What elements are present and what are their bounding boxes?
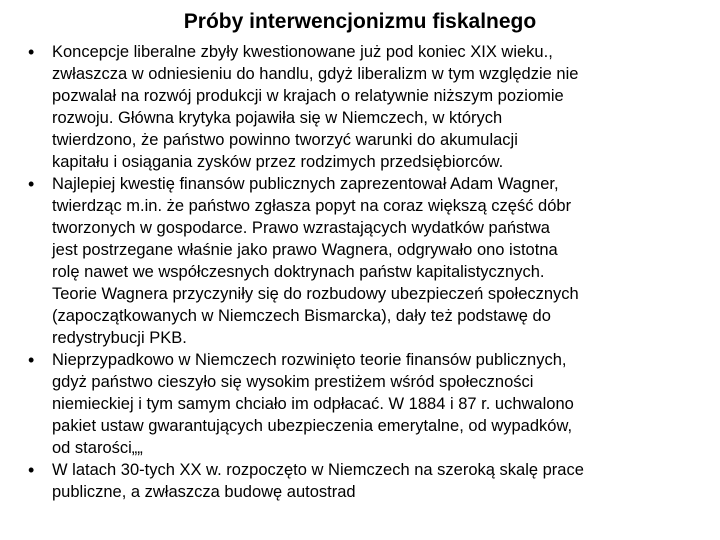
text-line: pakiet ustaw gwarantujących ubezpieczenia emerytalne, od wypadków, [52, 417, 573, 435]
text-line: W latach 30-tych XX w. rozpoczęto w Niemczech na szeroką skalę prace [52, 461, 584, 479]
bullet-text [52, 349, 696, 459]
text-line: gdyż państwo cieszyło się wysokim prestiżem wśród społeczności [52, 373, 534, 391]
text-line: pozwalał na rozwój produkcji w krajach o relatywnie niższym poziomie [52, 87, 564, 105]
text-line: od starości„„ [52, 439, 143, 457]
text-line: publiczne, a zwłaszcza budowę autostrad [52, 483, 356, 501]
text-line: twierdzono, że państwo powinno tworzyć warunki do akumulacji [52, 131, 518, 149]
bullet-text [52, 41, 696, 173]
text-line: Nieprzypadkowo w Niemczech rozwinięto teorie finansów publicznych, [52, 351, 567, 369]
bullet-point-icon: • [28, 460, 35, 480]
text-line: zwłaszcza w odniesieniu do handlu, gdyż liberalizm w tym względzie nie [52, 65, 579, 83]
bullet-text [52, 459, 696, 503]
slide-title: Próby interwencjonizmu fiskalnego [183, 10, 537, 33]
text-line: rolę nawet we współczesnych doktrynach państw kapitalistycznych. [52, 263, 545, 281]
text-line: (zapoczątkowanych w Niemczech Bismarcka), dały też podstawę do [52, 307, 551, 325]
bullet-list [28, 41, 696, 503]
text-line: jest postrzegane właśnie jako prawo Wagnera, odgrywało ono istotna [52, 241, 558, 259]
bullet-item-3 [28, 349, 696, 459]
bullet-point-icon: • [28, 350, 35, 370]
text-line: Koncepcje liberalne zbyły kwestionowane już pod koniec XIX wieku., [52, 43, 553, 61]
text-line: rozwoju. Główna krytyka pojawiła się w Niemczech, w których [52, 109, 503, 127]
bullet-point-icon: • [28, 42, 35, 62]
text-line: twierdząc m.in. że państwo zgłasza popyt na coraz większą część dóbr [52, 197, 572, 215]
text-line: kapitału i osiągania zysków przez rodzimych przedsiębiorców. [52, 153, 504, 171]
text-line: redystrybucji PKB. [52, 329, 187, 347]
bullet-item-4 [28, 459, 696, 503]
text-line: Najlepiej kwestię finansów publicznych zaprezentował Adam Wagner, [52, 175, 559, 193]
text-line: tworzonych w gospodarce. Prawo wzrastających wydatków państwa [52, 219, 550, 237]
bullet-text [52, 173, 696, 349]
bullet-point-icon: • [28, 174, 35, 194]
bullet-item-1 [28, 41, 696, 173]
text-line: Teorie Wagnera przyczyniły się do rozbudowy ubezpieczeń społecznych [52, 285, 579, 303]
bullet-item-2 [28, 173, 696, 349]
text-line: niemieckiej i tym samym chciało im odpłacać. W 1884 i 87 r. uchwalono [52, 395, 574, 413]
